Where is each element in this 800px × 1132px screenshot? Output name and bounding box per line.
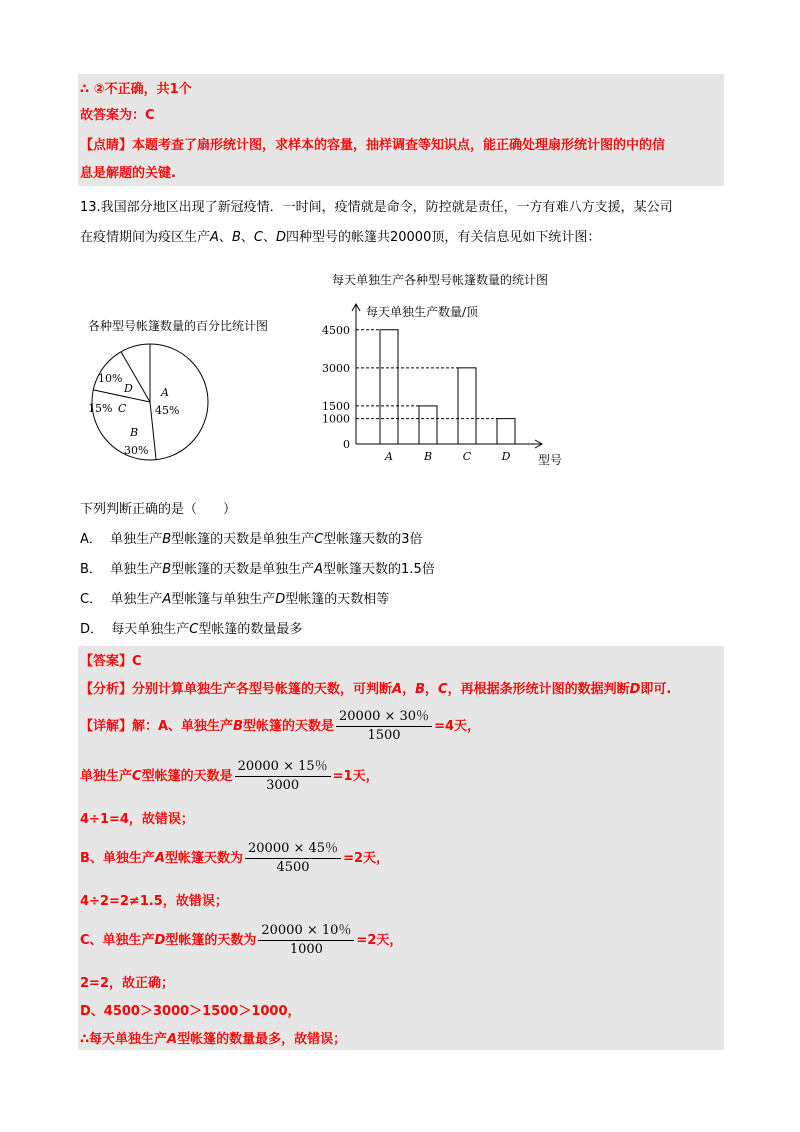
x-tick-label: C — [462, 450, 472, 463]
analysis-line: 【分析】分别计算单独生产各型号帐篷的天数，可判断A，B，C，再根据条形统计图的数据判断D即可. — [80, 682, 672, 697]
y-tick-label: 0 — [343, 438, 350, 451]
conclusion-line-final: ∴每天单独生产A型帐篷的数量最多，故错误； — [80, 1032, 347, 1047]
bar-b — [419, 406, 437, 444]
detail-line-d: C、单独生产D型帐篷的天数为 $\frac{20000 \times 10\%}{1000}$ =2天， — [80, 923, 403, 957]
x-tick-label: A — [385, 450, 393, 463]
compare-line: D、4500＞3000＞1500＞1000， — [80, 1004, 301, 1019]
answer-summary-line: 故答案为：C — [80, 108, 155, 123]
question-prompt: 下列判断正确的是（ ） — [80, 502, 237, 517]
question-line-1: 13.我国部分地区出现了新冠疫情．一时间，疫情就是命令，防控就是责任，一方有难八方支援，某公司 — [80, 200, 673, 215]
comment-line-2: 息是解题的关键. — [80, 166, 176, 181]
pie-label-c: C — [118, 402, 127, 415]
y-tick-label: 4500 — [322, 323, 350, 337]
detail-line-b: B、单独生产A型帐篷天数为 $\frac{20000 \times 45\%}{4500}$ =2天， — [80, 841, 390, 875]
option-d[interactable]: D． 每天单独生产C型帐篷的数量最多 — [80, 622, 303, 637]
y-axis-label: 每天单独生产数量/顶 — [366, 305, 479, 319]
fraction-d: $\frac{20000 \times 10\%}{1000}$ — [258, 923, 354, 958]
fraction-a: $\frac{20000 \times 30\%}{1500}$ — [336, 709, 432, 744]
question-line-2: 在疫情期间为疫区生产A、B、C、D四种型号的帐篷共20000顶，有关信息见如下统计图： — [80, 230, 601, 245]
option-a[interactable]: A． 单独生产B型帐篷的天数是单独生产C型帐篷天数的3倍 — [80, 532, 423, 547]
x-tick-label: B — [423, 450, 433, 463]
pie-label-b-pct: 30% — [124, 444, 149, 457]
bar-c — [458, 368, 476, 444]
pie-label-b: B — [130, 426, 139, 439]
option-b[interactable]: B． 单独生产B型帐篷的天数是单独生产A型帐篷天数的1.5倍 — [80, 562, 435, 577]
detail-line-c: 单独生产C型帐篷的天数是 $\frac{20000 \times 15\%}{3000}$ =1天， — [80, 759, 379, 793]
x-axis-label: 型号 — [538, 453, 563, 467]
pie-boundary-b-c — [93, 390, 150, 402]
equal-line: 2=2，故正确； — [80, 976, 174, 991]
y-tick-label: 3000 — [322, 361, 350, 375]
pie-chart — [82, 342, 222, 462]
bar-chart-title: 每天单独生产各种型号帐篷数量的统计图 — [332, 273, 549, 287]
bar-a — [380, 330, 398, 444]
answer-line: 【答案】C — [80, 654, 142, 669]
pie-label-c-pct: 15% — [88, 402, 113, 415]
pie-label-d: D — [124, 382, 133, 395]
pie-label-d-pct: 10% — [98, 372, 123, 385]
comment-line-1: 【点睛】本题考查了扇形统计图，求样本的容量，抽样调查等知识点，能正确处理扇形统计图的中的信 — [80, 138, 666, 153]
ratio-line-2: 4÷2=2≠1.5，故错误； — [80, 894, 228, 909]
fraction-b: $\frac{20000 \times 45\%}{4500}$ — [245, 841, 341, 876]
detail-line-a: 【详解】解：A、单独生产B型帐篷的天数是 $\frac{20000 \times 30\%}{1500}$ =4天， — [80, 709, 481, 743]
bar-d — [497, 419, 515, 444]
ratio-line-1: 4÷1=4，故错误； — [80, 812, 194, 827]
option-c[interactable]: C． 单独生产A型帐篷与单独生产D型帐篷的天数相等 — [80, 592, 390, 607]
y-tick-label: 1000 — [322, 412, 350, 426]
y-tick-label: 1500 — [322, 399, 350, 413]
bar-chart — [310, 292, 570, 482]
x-tick-label: D — [501, 450, 511, 463]
fraction-c: $\frac{20000 \times 15\%}{3000}$ — [235, 759, 331, 794]
pie-label-a-pct: 45% — [155, 404, 180, 417]
conclusion-line: ∴ ②不正确，共1个 — [80, 82, 192, 97]
pie-chart-title: 各种型号帐篷数量的百分比统计图 — [88, 319, 269, 333]
pie-label-a: A — [161, 386, 169, 399]
